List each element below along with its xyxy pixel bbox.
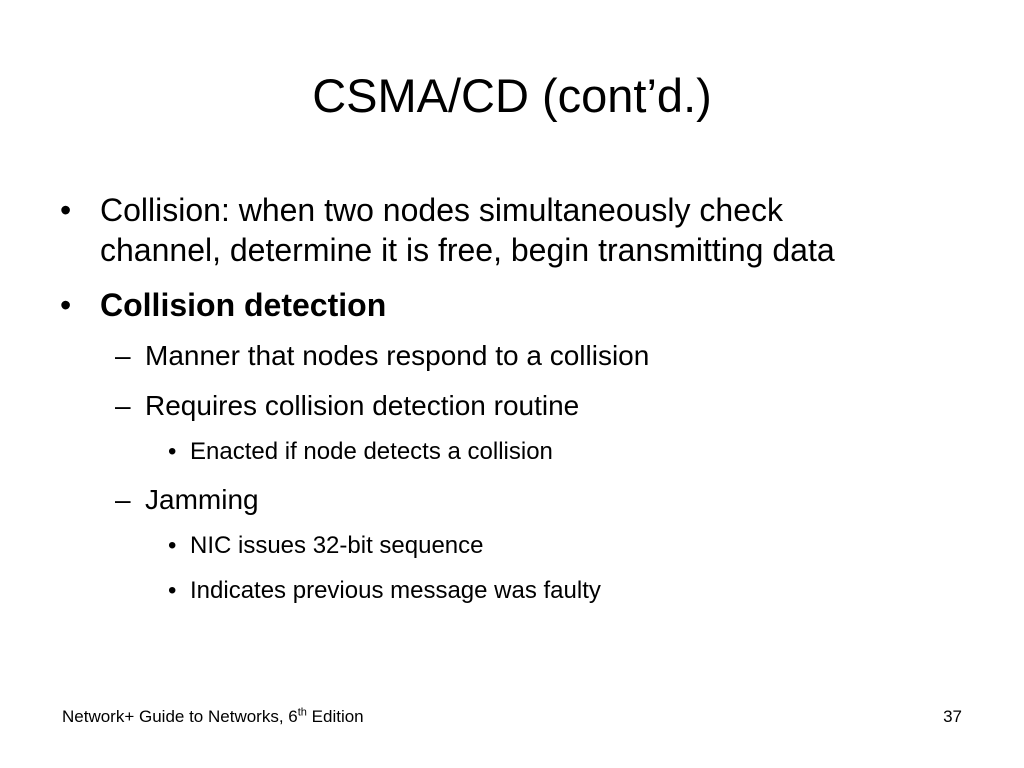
- footer-book-suffix: Edition: [306, 707, 364, 726]
- subsubbullet-text: NIC issues 32-bit sequence: [190, 532, 484, 559]
- subbullet-item-jamming: [115, 482, 259, 518]
- page-number: 37: [943, 707, 962, 726]
- subbullet-item-requires: [115, 388, 580, 424]
- bullet-marker: •: [168, 438, 177, 465]
- bullet-marker: •: [168, 577, 177, 604]
- subsubbullet-item-enacted: [168, 437, 553, 467]
- bullet-marker: •: [60, 192, 72, 228]
- footer-book-prefix: Network+ Guide to Networks, 6: [62, 707, 298, 726]
- bullet-text-line: Collision: when two nodes simultaneously check: [100, 192, 784, 228]
- bullet-marker: •: [60, 287, 72, 323]
- subsubbullet-item-nic: [168, 531, 484, 561]
- subbullet-text: Requires collision detection routine: [145, 390, 580, 421]
- bullet-marker: •: [168, 532, 177, 559]
- subsubbullet-item-indicates: [168, 576, 601, 606]
- footer-book-title: [62, 706, 364, 728]
- bullet-item-collision: [60, 190, 835, 270]
- dash-marker: –: [115, 340, 131, 371]
- bullet-text-line: channel, determine it is free, begin transmitting data: [100, 232, 835, 268]
- dash-marker: –: [115, 390, 131, 421]
- subsubbullet-text: Indicates previous message was faulty: [190, 577, 601, 604]
- footer-book-sup: th: [297, 706, 307, 719]
- subsubbullet-text: Enacted if node detects a collision: [190, 438, 553, 465]
- bullet-text: Collision detection: [100, 287, 387, 323]
- subbullet-text: Manner that nodes respond to a collision: [145, 340, 650, 371]
- subbullet-item-manner: [115, 338, 650, 374]
- slide-title: CSMA/CD (cont’d.): [312, 69, 712, 122]
- subbullet-text: Jamming: [145, 484, 259, 515]
- bullet-item-collision-detection: [60, 285, 387, 325]
- dash-marker: –: [115, 484, 131, 515]
